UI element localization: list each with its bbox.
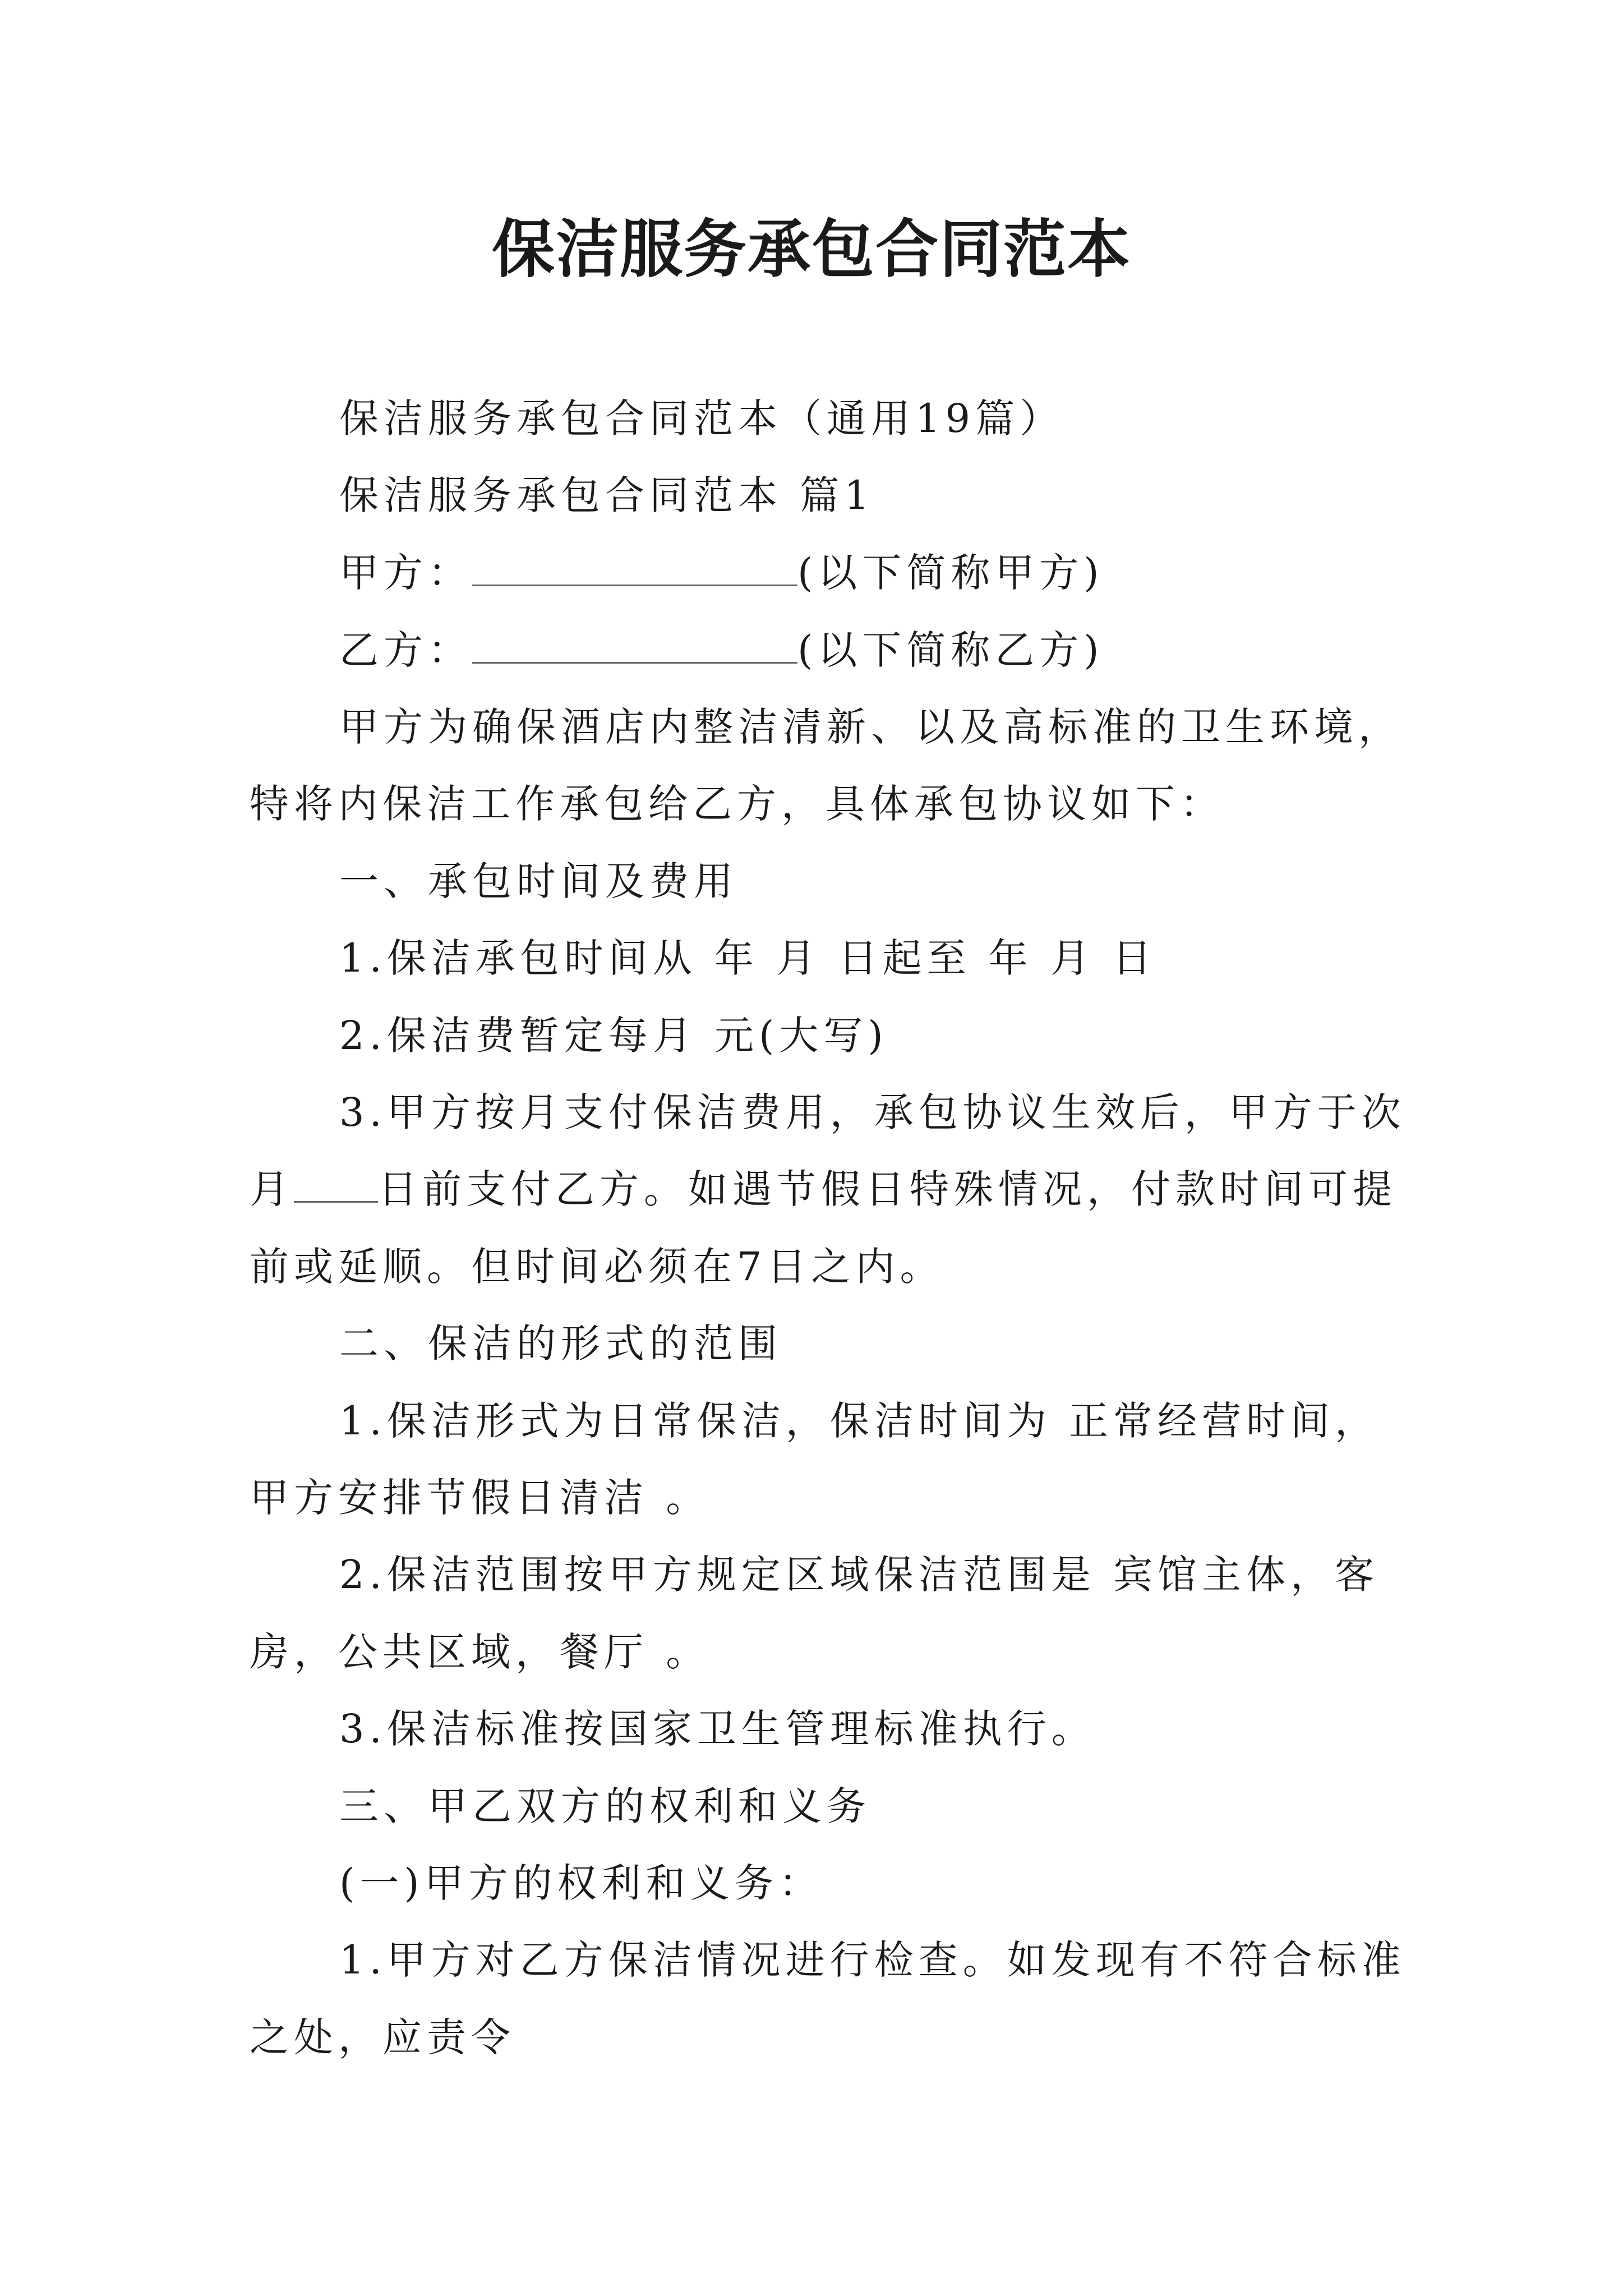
party-b-blank	[472, 628, 797, 664]
clause-1-3-line3: 前或延顺。但时间必须在7日之内。	[250, 1244, 944, 1290]
clause-1-3-line2	[250, 1158, 1397, 1214]
clause-1-2: 2.保洁费暂定每月 元(大写)	[339, 1013, 888, 1059]
clause-1-3-line1: 3.甲方按月支付保洁费用，承包协议生效后，甲方于次	[339, 1089, 1406, 1135]
party-b-label: 乙方：	[339, 627, 472, 673]
section-heading-part1: 保洁服务承包合同范本 篇1	[339, 472, 874, 518]
clause-heading-1: 一、承包时间及费用	[339, 858, 738, 904]
clause-1-3-suffix: 日前支付乙方。如遇节假日特殊情况，付款时间可提	[378, 1166, 1397, 1212]
party-a-note: (以下简称甲方)	[797, 550, 1104, 596]
intro-paragraph-line1: 甲方为确保酒店内整洁清新、以及高标准的卫生环境，	[339, 704, 1403, 750]
party-a-label: 甲方：	[339, 550, 472, 596]
subtitle-line: 保洁服务承包合同范本（通用19篇）	[339, 395, 1064, 441]
party-a-blank	[472, 551, 797, 586]
party-b-note: (以下简称乙方)	[797, 627, 1104, 673]
clause-heading-2: 二、保洁的形式的范围	[339, 1320, 782, 1366]
intro-paragraph-line2: 特将内保洁工作承包给乙方，具体承包协议如下：	[250, 781, 1224, 827]
clause-2-1-line1: 1.保洁形式为日常保洁，保洁时间为 正常经营时间，	[339, 1398, 1380, 1444]
clause-3-1-line2: 之处，应责令	[250, 2014, 515, 2060]
payment-day-blank	[294, 1167, 378, 1203]
clause-2-2-line2: 房，公共区域，餐厅 。	[250, 1629, 711, 1675]
clause-2-1-line2: 甲方安排节假日清洁 。	[250, 1475, 711, 1521]
clause-heading-3: 三、甲乙双方的权利和义务	[339, 1783, 871, 1829]
document-title: 保洁服务承包合同范本	[492, 213, 1131, 286]
clause-1-3-prefix: 月	[250, 1166, 294, 1212]
clause-2-2-line1: 2.保洁范围按甲方规定区域保洁范围是 宾馆主体，客	[339, 1552, 1380, 1598]
party-b-line	[339, 619, 1104, 675]
clause-2-3: 3.保洁标准按国家卫生管理标准执行。	[339, 1706, 1096, 1752]
party-a-line	[339, 541, 1104, 598]
clause-1-1: 1.保洁承包时间从 年 月 日起至 年 月 日	[339, 935, 1157, 981]
clause-3-1-line1: 1.甲方对乙方保洁情况进行检查。如发现有不符合标准	[339, 1937, 1406, 1983]
clause-3-subheading: (一)甲方的权利和义务：	[339, 1860, 823, 1906]
